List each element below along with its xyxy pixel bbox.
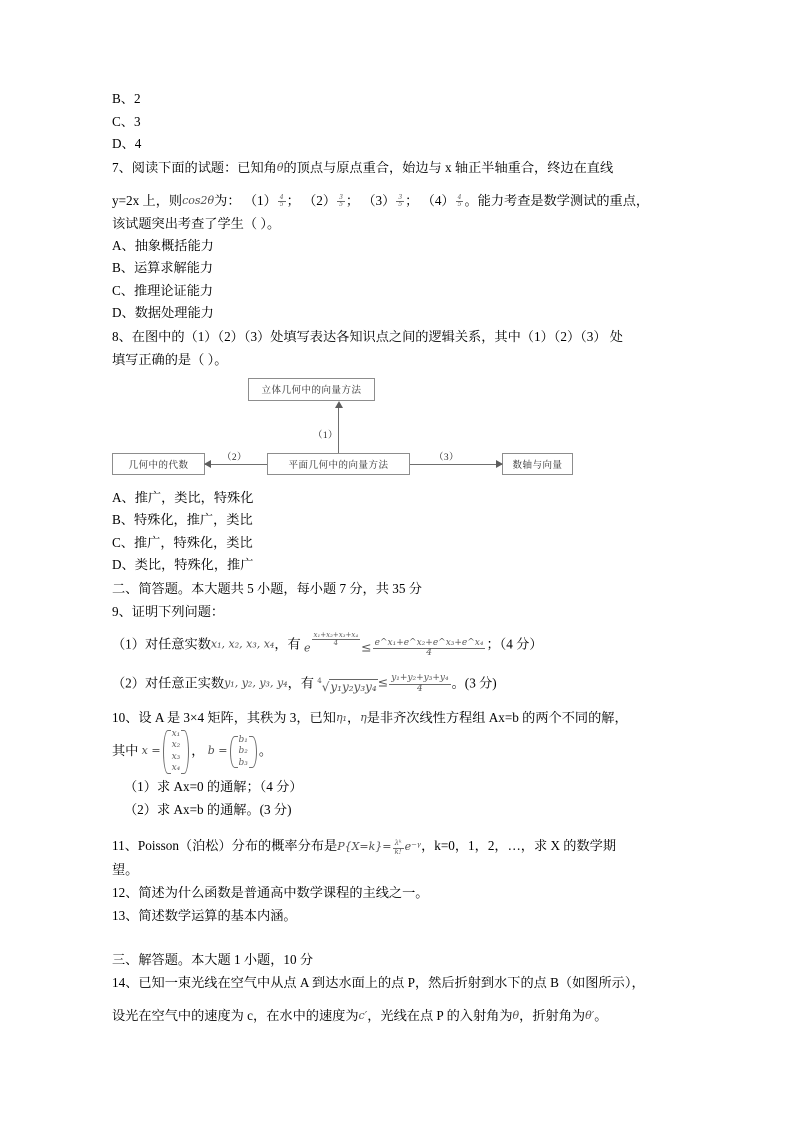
q14-incident-angle: θ: [512, 1009, 520, 1023]
q9-p2-relation: ≤: [377, 674, 389, 690]
diagram-arrow-right-head-icon: [496, 460, 503, 468]
q9-p2-root-index: 4: [317, 676, 322, 685]
question-8-option-b: B、特殊化，推广，类比: [112, 512, 253, 527]
q7-choice-4-index: （4）: [421, 192, 455, 208]
question-10-where-line: [112, 729, 690, 775]
q10-sep-comma: ，: [191, 742, 205, 758]
question-11-line1: [112, 834, 690, 858]
question-14-line1: 14、已知一束光线在空气中从点 A 到达水面上的点 P，然后折射到水下的点 B（如图所示），: [112, 975, 645, 991]
question-7-option-b: B、运算求解能力: [112, 260, 214, 275]
question-7-option-a: A、抽象概括能力: [112, 237, 214, 253]
question-10-sub-2: （2）求 Ax=b 的通解。(3 分): [124, 801, 292, 817]
q9-p2-variables: y₁, y₂, y₃, y₄: [224, 676, 288, 690]
q9-p1-relation: ≤: [361, 638, 372, 654]
q11-lambda-fraction: $\frac{\text{λᵏ}}{k!}$: [394, 839, 402, 856]
diagram-box-solid-geometry: 立体几何中的向量方法: [248, 378, 375, 401]
q9-p2-score: 。(3 分): [451, 675, 497, 691]
q7-choice-1-fraction: $\frac{4}{5}$: [279, 193, 284, 208]
option-carryover-b: B、2: [112, 91, 141, 106]
diagram-box-plane-geometry: 平面几何中的向量方法: [267, 453, 410, 475]
question-10-stem: [112, 706, 690, 729]
q7-choice-2-index: （2）: [303, 192, 337, 208]
question-7-option-d: D、数据处理能力: [112, 305, 214, 320]
question-8-stem-line2: 填写正确的是（ ）。: [112, 351, 228, 367]
q9-p1-score: ；（4 分）: [486, 636, 543, 652]
q9-p1-rhs-fraction: $\frac{\text{e\textasciicircum{}x₁+e\textasciicircum{}x₂+e\textasciicircum{}x₃+e\textasciicircum{}x₄}}{4}$: [374, 637, 484, 659]
q11-formula-lead: P{X=k}=: [337, 840, 392, 854]
question-9-stem: 9、证明下列问题：: [112, 603, 225, 619]
q10-eta1: η₁: [335, 710, 347, 724]
q10-x-vector: x₁ x₂ x₃ x₄: [163, 729, 190, 775]
question-7-stem-line2: y=2x 上，则cos2θ为： （1） $\frac{4}{5}$ ； （2） $\frac{3}{5}$ ； （3） $\frac{3}{5}$ ； （4） $\frac{4}{5}$ 。能力考查是数学测试的重点，: [112, 192, 650, 208]
diagram-label-1: （1）: [313, 430, 338, 441]
q9-p2-text-a: （2）对任意正实数: [112, 675, 225, 691]
q9-p2-fourth-root: $^4$√y₁y₂y₃y₄: [317, 676, 377, 694]
q11-poisson-formula: [337, 835, 421, 858]
q7-choice-2-fraction: $\frac{3}{5}$: [339, 193, 343, 208]
diagram-box-algebra-in-geometry: 几何中的代数: [112, 453, 205, 475]
question-14-line2: [112, 1004, 690, 1027]
diagram-arrow-up-head-icon: [335, 401, 343, 408]
q10-comma: ，: [346, 709, 361, 725]
q9-p1-exp-base: e: [304, 640, 311, 654]
q14-text-c: ，折射角为: [519, 1008, 586, 1024]
q7-cos-expression: cos2θ: [182, 193, 215, 207]
diagram-arrow-left-head-icon: [204, 460, 211, 468]
page-content: [112, 88, 690, 1027]
question-8-option-d: D、类比，特殊化，推广: [112, 557, 254, 572]
section-3-heading: 三、解答题。本大题 1 小题，10 分: [112, 952, 314, 968]
question-8-stem-line1: 8、在图中的（1）（2）（3）处填写表达各知识点之间的逻辑关系，其中（1）（2）（3） 处: [112, 328, 623, 344]
diagram-arrow-up-line: [338, 403, 339, 453]
q7-choice-1-index: （1）: [243, 192, 277, 208]
question-9-part-2: [112, 670, 690, 699]
q9-p2-radicand: y₁y₂y₃y₄: [330, 679, 377, 694]
q11-text-b: ，k=0，1，2，…，求 X 的数学期: [421, 837, 617, 853]
q10-x-name: x =: [141, 743, 161, 757]
question-10-sub-1: （1）求 Ax=0 的通解；（4 分）: [124, 778, 303, 794]
question-13: 13、简述数学运算的基本内涵。: [112, 908, 297, 924]
diagram-arrow-right-line: [410, 464, 502, 465]
option-carryover-d: D、4: [112, 136, 142, 151]
q14-speed-water: c′: [358, 1009, 368, 1023]
q9-p1-exponent-fraction: $\frac{\text{x₁+x₂+x₃+x₄}}{4}$: [313, 630, 359, 647]
question-7-stem-line3: 该试题突出考查了学生（ ）。: [112, 215, 281, 231]
q10-tail: 。: [258, 742, 273, 758]
q9-p1-inequality: [304, 632, 486, 659]
section-2-heading: 二、简答题。本大题共 5 小题，每小题 7 分，共 35 分: [112, 580, 422, 596]
q9-p1-text-a: （1）对任意实数: [112, 636, 211, 652]
question-8-option-a: A、推广，类比，特殊化: [112, 489, 254, 505]
q14-text-a: 设光在空气中的速度为 c，在水中的速度为: [112, 1008, 359, 1024]
q9-p2-rhs-fraction: $\frac{\text{y₁+y₂+y₃+y₄}}{4}$: [391, 673, 449, 694]
diagram-arrow-left-line: [205, 464, 267, 465]
q14-text-d: 。: [594, 1008, 608, 1024]
diagram-box-number-axis-vector: 数轴与向量: [502, 453, 573, 475]
q14-text-b: ，光线在点 P 的入射角为: [367, 1008, 513, 1024]
q14-refraction-angle: θ′: [585, 1009, 595, 1023]
q9-p2-text-b: ，有: [287, 675, 314, 691]
question-7-stem-line1: [112, 156, 690, 179]
diagram-label-2: （2）: [222, 452, 247, 463]
question-11-line2: 望。: [112, 862, 139, 878]
q10-text-a: 10、设 A 是 3×4 矩阵，其秩为 3，已知: [112, 709, 336, 725]
question-12: 12、简述为什么函数是普通高中数学课程的主线之一。: [112, 885, 429, 901]
diagram-label-3: （3）: [434, 452, 459, 463]
question-7-option-c: C、推理论证能力: [112, 282, 214, 298]
q9-p1-variables: x₁, x₂, x₃, x₄: [210, 637, 275, 651]
question-8-option-c: C、推广，特殊化，类比: [112, 534, 253, 550]
q7-stem-text-b: 的顶点与原点重合，始边与 x 轴正半轴重合，终边在直线: [283, 159, 614, 175]
question-9-part-1: [112, 632, 690, 659]
q10-text-b: 是非齐次线性方程组 Ax=b 的两个不同的解，: [366, 709, 628, 725]
q11-text-a: 11、Poisson（泊松）分布的概率分布是: [112, 837, 338, 853]
q7-stem-text-d: 为：: [214, 192, 241, 208]
q7-angle-symbol: θ: [276, 160, 284, 174]
q9-p1-text-b: ，有: [274, 636, 301, 652]
q7-stem-text-c: y=2x 上，则: [112, 192, 183, 208]
q7-choice-3-fraction: $\frac{3}{5}$: [398, 193, 403, 208]
q10-eta2: η: [360, 710, 367, 724]
q10-b-vector: b₁ b₂ b₃: [230, 735, 257, 770]
q10-b-name: b =: [207, 743, 228, 757]
q7-stem-text-a: 7、阅读下面的试题：已知角: [112, 159, 277, 175]
q7-choice-3-index: （3）: [362, 192, 396, 208]
option-carryover-c: C、3: [112, 113, 141, 129]
q11-exp-term: e⁻ᵞ: [404, 840, 422, 854]
q7-stem-text-e: 。能力考查是数学测试的重点，: [464, 192, 650, 208]
q10-where-label: 其中: [112, 742, 139, 758]
question-8-diagram: [112, 375, 690, 480]
q7-choice-4-fraction: $\frac{4}{5}$: [457, 193, 462, 208]
